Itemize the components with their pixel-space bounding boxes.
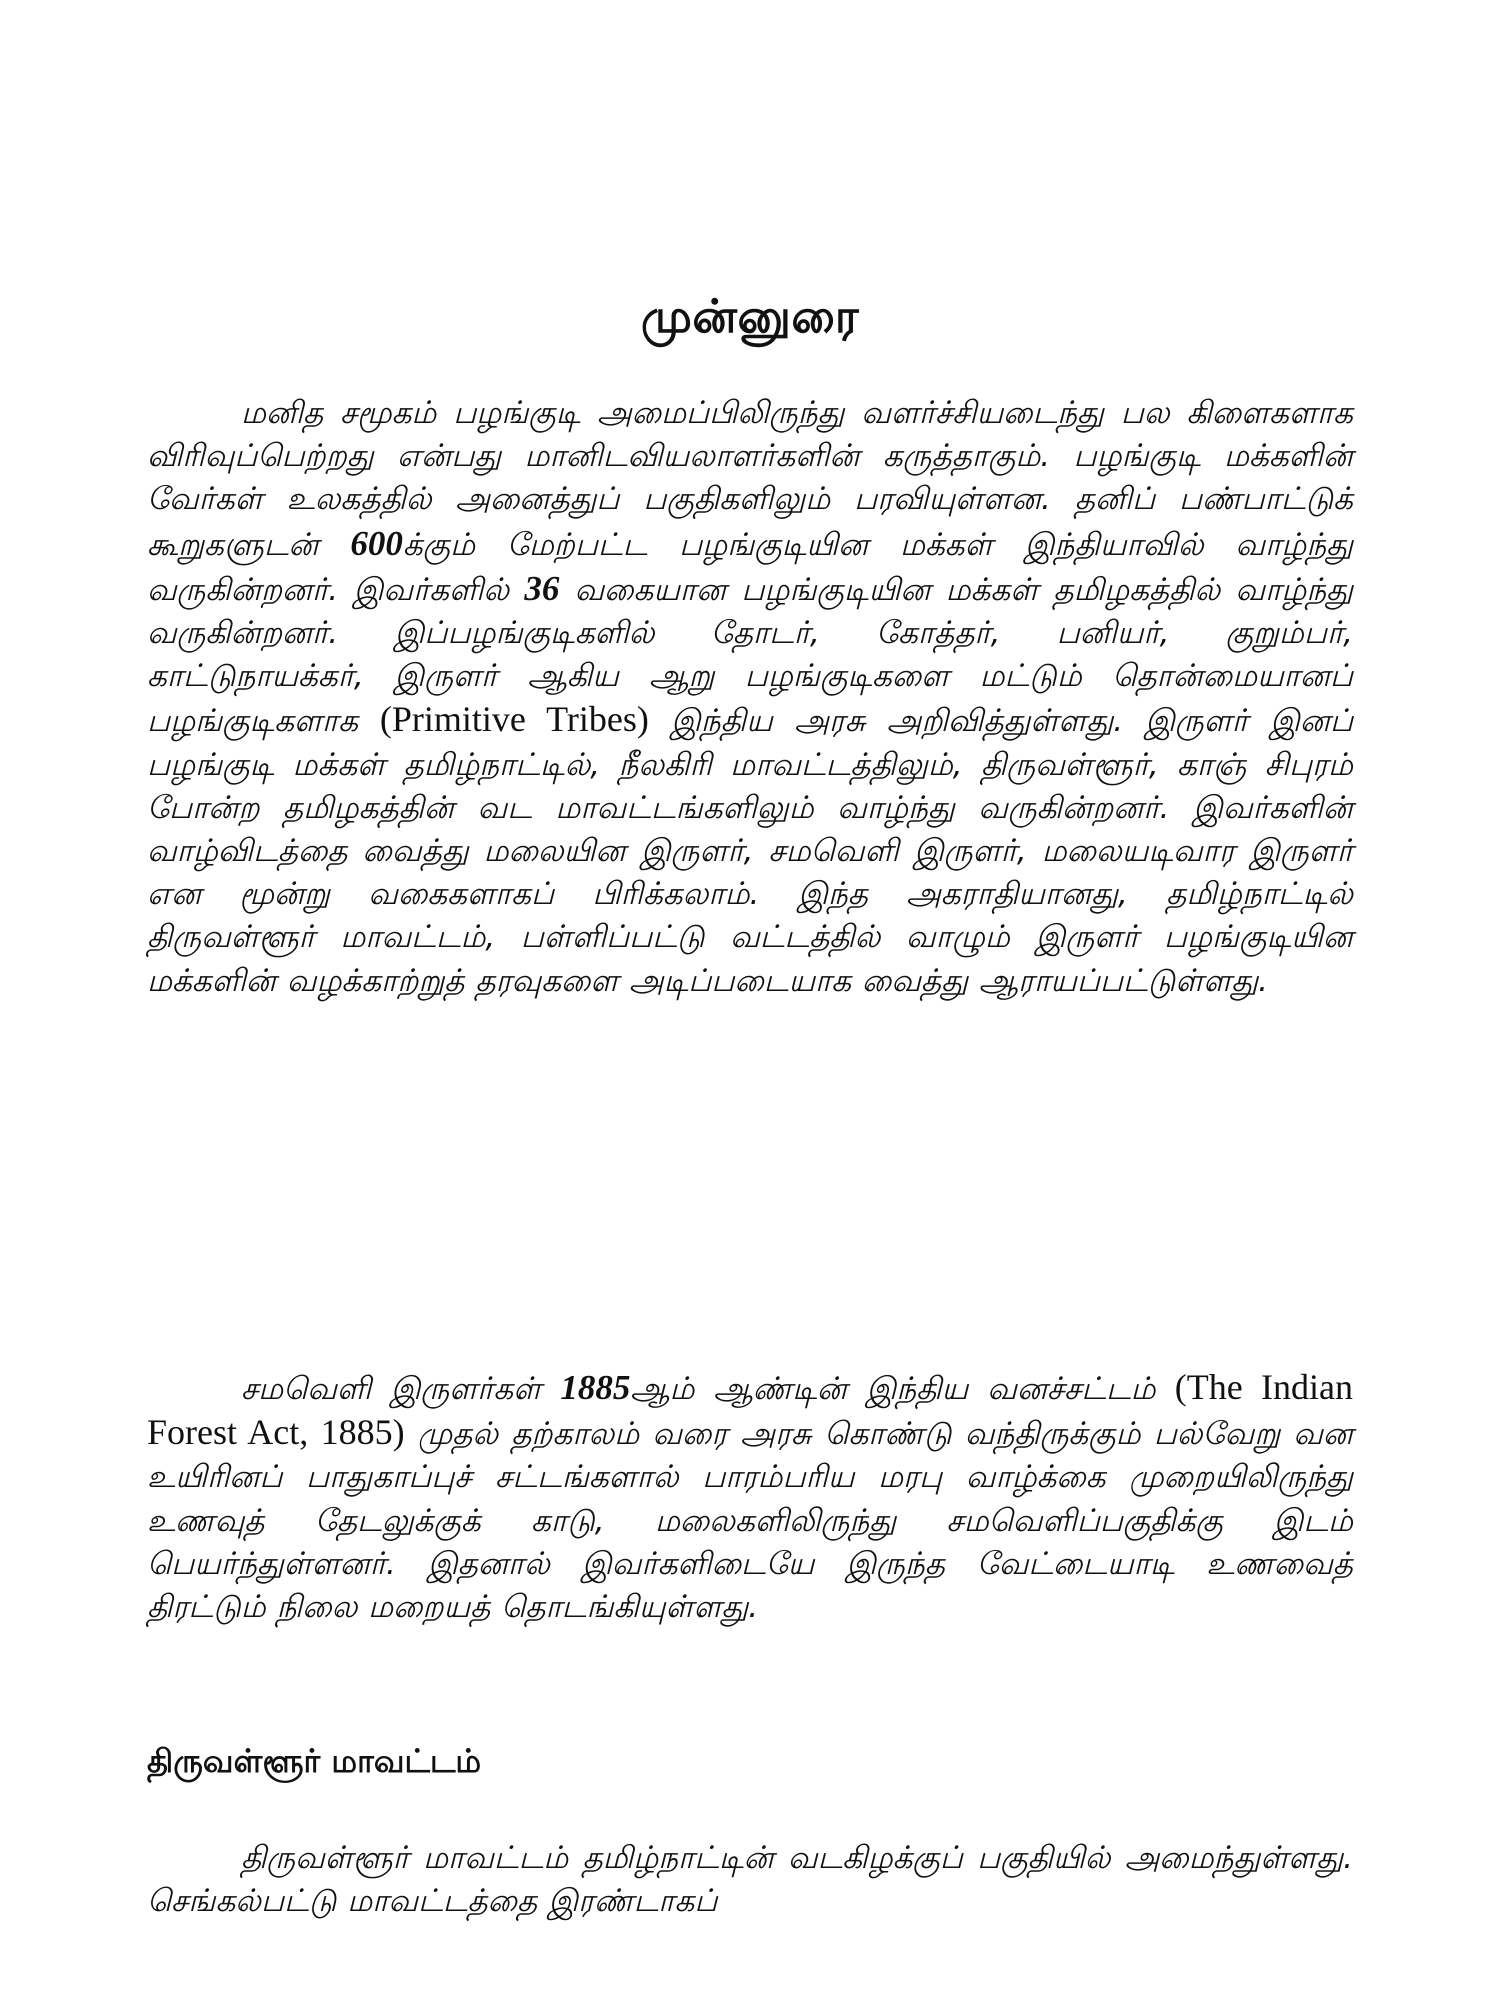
number-1885: 1885 bbox=[560, 1368, 631, 1407]
number-36: 36 bbox=[524, 568, 560, 608]
paragraph-text: வகையான பழங்குடியின மக்கள் தமிழகத்தில் வாழ்ந்து வருகின்றனர். இப்பழங்குடிகளில் தோடர், கோத்தர், பனியர், குறும்பர், காட்டுநாயக்கர், இருளர் ஆகிய ஆறு பழங்குடிகளை மட்டும் தொன்மையானப் பழங்குடிகளாக bbox=[147, 571, 1353, 740]
english-term-primitive-tribes: (Primitive Tribes) bbox=[379, 699, 649, 740]
paragraph-text: ஆம் ஆண்டின் இந்திய வனச்சட்டம் bbox=[630, 1371, 1175, 1407]
english-term-forest-act: (The Indian Forest Act, 1885) bbox=[147, 1367, 1353, 1453]
paragraph-text: இந்திய அரசு அறிவித்துள்ளது. இருளர் இனப் பழங்குடி மக்கள் தமிழ்நாட்டில், நீலகிரி மாவட்டத்திலும், திருவள்ளூர், காஞ் சிபுரம் போன்ற தமிழகத்தின் வட மாவட்டங்களிலும் வாழ்ந்து வருகின்றனர். இவர்களின் வாழ்விடத்தை வைத்து மலையின இருளர், சமவெளி இருளர், மலையடிவார இருளர் என மூன்று வகைகளாகப் பிரிக்கலாம். இந்த அகராதியானது, தமிழ்நாட்டில் திருவள்ளூர் மாவட்டம், பள்ளிப்பட்டு வட்டத்தில் வாழும் இருளர் பழங்குடியின மக்களின் வழக்காற்றுத் தரவுகளை அடிப்படையாக வைத்து ஆராயப்பட்டுள்ளது. bbox=[147, 703, 1354, 999]
forest-act-paragraph bbox=[147, 1366, 1353, 1629]
paragraph-text: திருவள்ளூர் மாவட்டம் தமிழ்நாட்டின் வடகிழக்குப் பகுதியில் அமைந்துள்ளது. செங்கல்பட்டு மாவட்டத்தை இரண்டாகப் bbox=[147, 1840, 1353, 1920]
paragraph-text: சமவெளி இருளர்கள் bbox=[241, 1371, 561, 1407]
district-paragraph bbox=[147, 1837, 1353, 1923]
section-heading: திருவள்ளூர் மாவட்டம் bbox=[147, 1742, 482, 1780]
paragraph-text: மனித சமூகம் பழங்குடி அமைப்பிலிருந்து வளர்ச்சியடைந்து பல கிளைகளாக விரிவுப்பெற்றது என்பது மானிடவியலாளர்களின் கருத்தாகும். பழங்குடி மக்களின் வேர்கள் உலகத்தில் அனைத்துப் பகுதிகளிலும் பரவியுள்ளன. தனிப் பண்பாட்டுக் கூறுகளுடன் bbox=[147, 395, 1353, 563]
paragraph-text: க்கும் மேற்பட்ட பழங்குடியின மக்கள் இந்தியாவில் வாழ்ந்து வருகின்றனர். இவர்களில் bbox=[147, 526, 1353, 608]
page-title: முன்னுரை bbox=[640, 288, 860, 343]
document-page bbox=[147, 0, 1353, 2000]
paragraph-text: முதல் தற்காலம் வரை அரசு கொண்டு வந்திருக்கும் பல்வேறு வன உயிரினப் பாதுகாப்புச் சட்டங்களால் பாரம்பரிய மரபு வாழ்க்கை முறையிலிருந்து உணவுத் தேடலுக்குக் காடு, மலைகளிலிருந்து சமவெளிப்பகுதிக்கு இடம் பெயர்ந்துள்ளனர். இதனால் இவர்களிடையே இருந்த வேட்டையாடி உணவைத் திரட்டும் நிலை மறையத் தொடங்கியுள்ளது. bbox=[147, 1416, 1353, 1626]
intro-paragraph bbox=[147, 392, 1353, 1003]
number-600: 600 bbox=[350, 523, 403, 563]
